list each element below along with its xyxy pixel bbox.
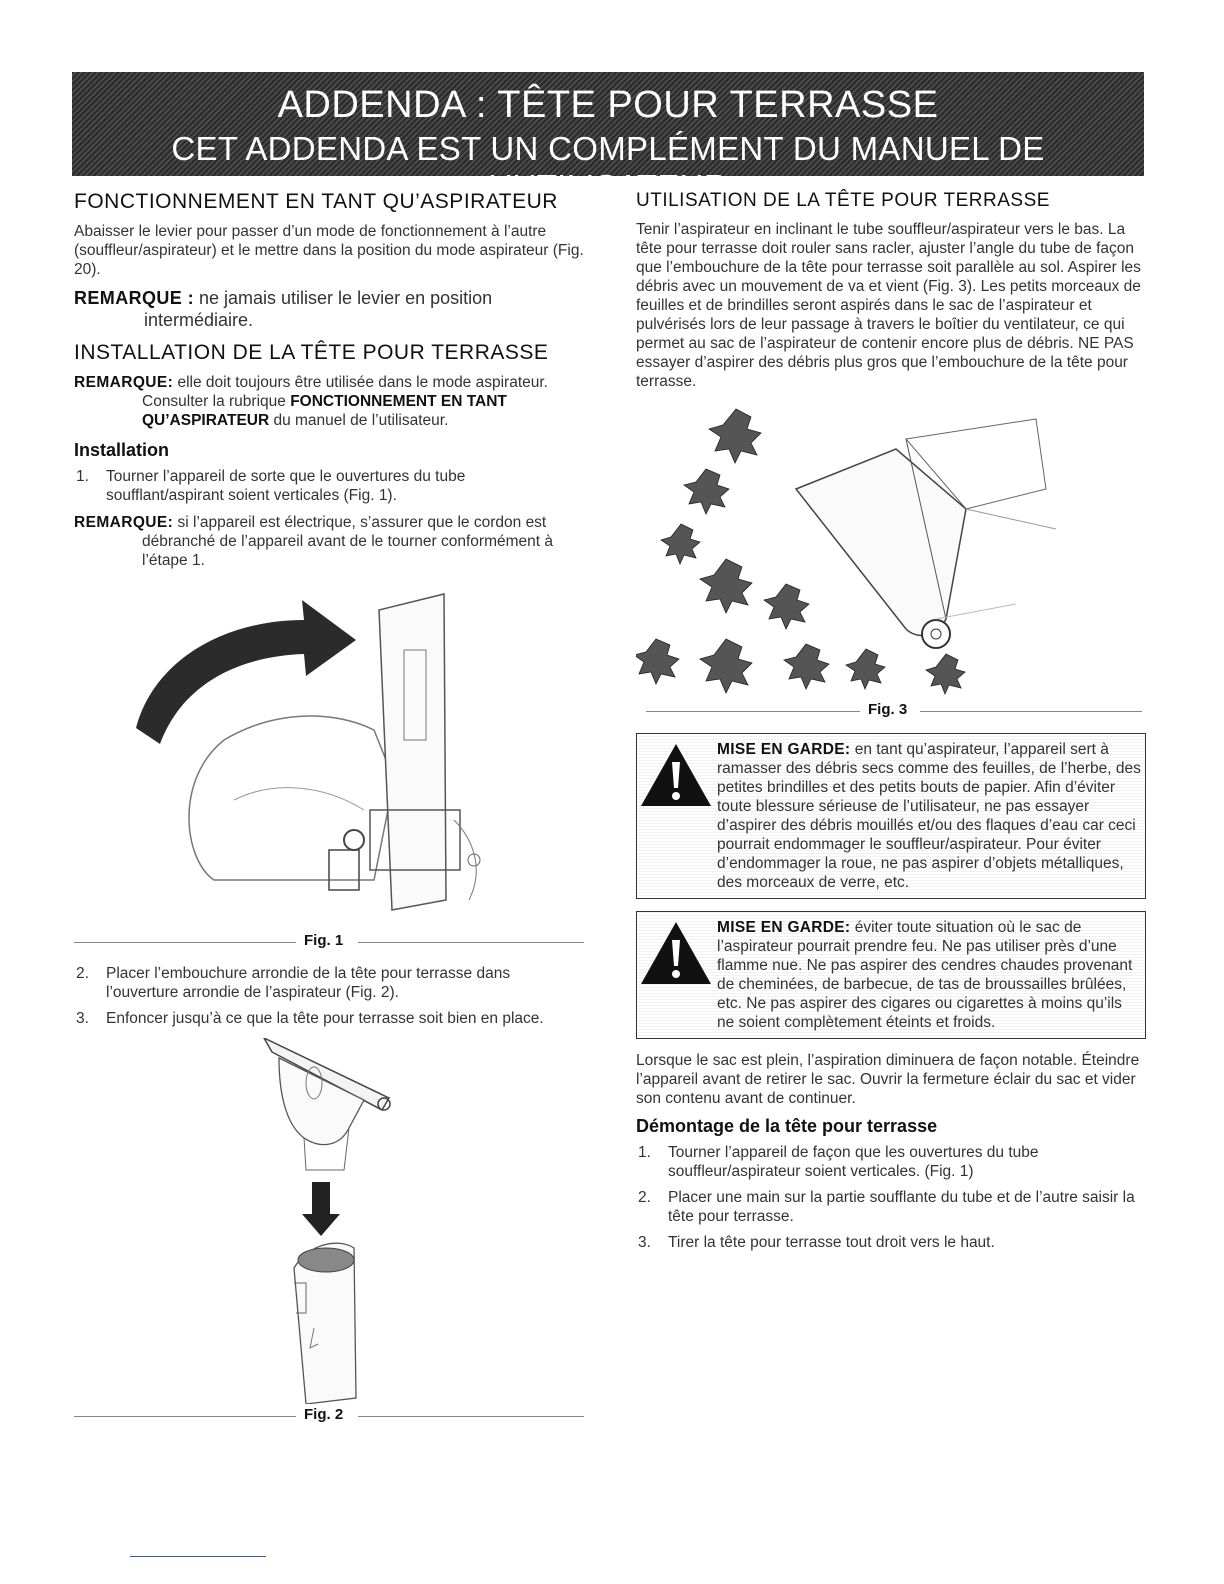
section-operation-title: FONCTIONNEMENT EN TANT QU’ASPIRATEUR <box>74 190 558 213</box>
installation-steps <box>74 467 584 505</box>
figure-2 <box>74 1038 584 1404</box>
list-item <box>74 964 584 1002</box>
figure-2-caption <box>74 1406 584 1426</box>
fig-2-label: Fig. 2 <box>304 1406 344 1423</box>
step-number: 2. <box>76 965 89 982</box>
warning-label: MISE EN GARDE: <box>717 919 851 936</box>
step-number: 3. <box>76 1010 89 1027</box>
figure-1-caption <box>74 932 584 952</box>
remark-text: du manuel de l’utilisateur. <box>269 412 449 429</box>
right-column <box>636 190 1146 1260</box>
step-text: Tirer la tête pour terrasse tout droit vers le haut. <box>668 1234 995 1251</box>
figure-3 <box>636 399 1146 699</box>
warning-box-dry-debris <box>636 733 1146 899</box>
banner-title: ADDENDA : TÊTE POUR TERRASSE <box>277 84 939 126</box>
warning-icon <box>639 742 713 808</box>
left-column <box>74 190 584 1438</box>
figure-3-caption <box>636 701 1146 721</box>
warning-text <box>717 912 1145 1038</box>
bottom-rule <box>130 1556 266 1557</box>
installation-subtitle: Installation <box>74 440 170 460</box>
remark-text: si l’appareil est électrique, s’assurer que le cordon est débranché de l’appareil avant de le tourner conformément à l’étape 1. <box>142 514 554 569</box>
fig-3-label: Fig. 3 <box>868 701 908 718</box>
remark-bold-ref: FONCTIONNEMENT EN TANT QU’ASPIRATEUR <box>142 393 507 429</box>
step-text: Tourner l’appareil de façon que les ouvertures du tube souffleur/aspirateur soient verticales. (Fig. 1) <box>668 1144 1039 1180</box>
remark-label: REMARQUE: <box>74 374 174 391</box>
removal-subtitle: Démontage de la tête pour terrasse <box>636 1116 938 1136</box>
remark-vacuum-mode <box>74 373 584 430</box>
step-text: Placer une main sur la partie soufflante du tube et de l’autre saisir la tête pour terrasse. <box>668 1189 1135 1225</box>
section-usage-title: UTILISATION DE LA TÊTE POUR TERRASSE <box>636 190 1050 211</box>
step-number: 1. <box>76 468 89 485</box>
bag-full-text: Lorsque le sac est plein, l’aspiration diminuera de façon notable. Éteindre l’appareil avant de retirer le sac. Ouvrir la fermeture éclair du sac et vider son contenu avant de continuer. <box>636 1052 1140 1107</box>
step-number: 1. <box>638 1144 651 1161</box>
fig-1-label: Fig. 1 <box>304 932 344 949</box>
figure-2-illustration <box>74 1038 584 1404</box>
warning-body: en tant qu’aspirateur, l’appareil sert à ramasser des débris secs comme des feuilles, de l’herbe, des petites brindilles et des petits bouts de papier. Afin d’éviter toute blessure sérieuse de l’utilisateur, ne pas essayer d’aspirer des débris mouillés et/ou des flaques d’eau car ceci pourrait endommager le souffleur/aspirateur. Pour éviter d’endommager la roue, ne pas aspirer d’objets métalliques, des morceaux de verre, etc. <box>717 741 1141 891</box>
section-operation-body: Abaisser le levier pour passer d’un mode de fonctionnement à l’autre (souffleur/aspirateur) et le mettre dans la position du mode aspirateur (Fig. 20). <box>74 223 584 278</box>
warning-label: MISE EN GARDE: <box>717 741 851 758</box>
figure-3-illustration <box>636 399 1146 699</box>
warning-icon <box>639 920 713 986</box>
step-text: Tourner l’appareil de sorte que le ouvertures du tube soufflant/aspirant soient verticales (Fig. 1). <box>106 468 466 504</box>
remark-label: REMARQUE: <box>74 514 174 531</box>
list-item <box>74 1009 584 1028</box>
figure-1-illustration <box>74 580 584 930</box>
list-item <box>636 1233 1146 1252</box>
removal-steps <box>636 1143 1146 1252</box>
banner-subtitle: CET ADDENDA EST UN COMPLÉMENT DU MANUEL DE L’UTILISATEUR <box>171 130 1045 205</box>
section-installation-title: INSTALLATION DE LA TÊTE POUR TERRASSE <box>74 341 549 364</box>
list-item <box>74 467 584 505</box>
list-item <box>636 1188 1146 1226</box>
list-item <box>636 1143 1146 1181</box>
remark-electric <box>74 513 584 570</box>
warning-body: éviter toute situation où le sac de l’aspirateur pourrait prendre feu. Ne pas utiliser près d’une flamme nue. Ne pas aspirer des cendres chaudes provenant de cheminées, de barbecue, de tas de broussailles brûlées, etc. Ne pas aspirer des cigares ou cigarettes à moins qu’ils ne soient complètement éteints et froids. <box>717 919 1133 1031</box>
section-usage-body: Tenir l’aspirateur en inclinant le tube souffleur/aspirateur vers le bas. La tête pour terrasse doit rouler sans racler, ajuster l’angle du tube de façon que l’embouchure de la tête pour terrasse soit parallèle au sol. Aspirer les débris avec un mouvement de va et vient (Fig. 3). Les petits morceaux de feuilles et de brindilles seront aspirés dans le sac de l’aspirateur et pulvérisés lors de leur passage à travers le boîtier du ventilateur, ce qui permet au sac de l’aspirateur de contenir encore plus de débris. NE PAS essayer d’aspirer des débris plus gros que l’embouchure de la tête pour terrasse. <box>636 221 1141 390</box>
step-number: 2. <box>638 1189 651 1206</box>
remark-label: REMARQUE : <box>74 288 194 308</box>
step-text: Placer l’embouchure arrondie de la tête pour terrasse dans l’ouverture arrondie de l’aspirateur (Fig. 2). <box>106 965 511 1001</box>
warning-box-fire <box>636 911 1146 1039</box>
installation-steps-continued <box>74 964 584 1028</box>
step-text: Enfoncer jusqu’à ce que la tête pour terrasse soit bien en place. <box>106 1010 544 1027</box>
remark-lever <box>74 287 584 331</box>
step-number: 3. <box>638 1234 651 1251</box>
figure-1 <box>74 580 584 930</box>
warning-text <box>717 734 1145 898</box>
remark-text: elle doit toujours être utilisée dans le mode aspirateur. Consulter la rubrique <box>142 374 548 410</box>
remark-text: ne jamais utiliser le levier en position intermédiaire. <box>144 288 493 330</box>
